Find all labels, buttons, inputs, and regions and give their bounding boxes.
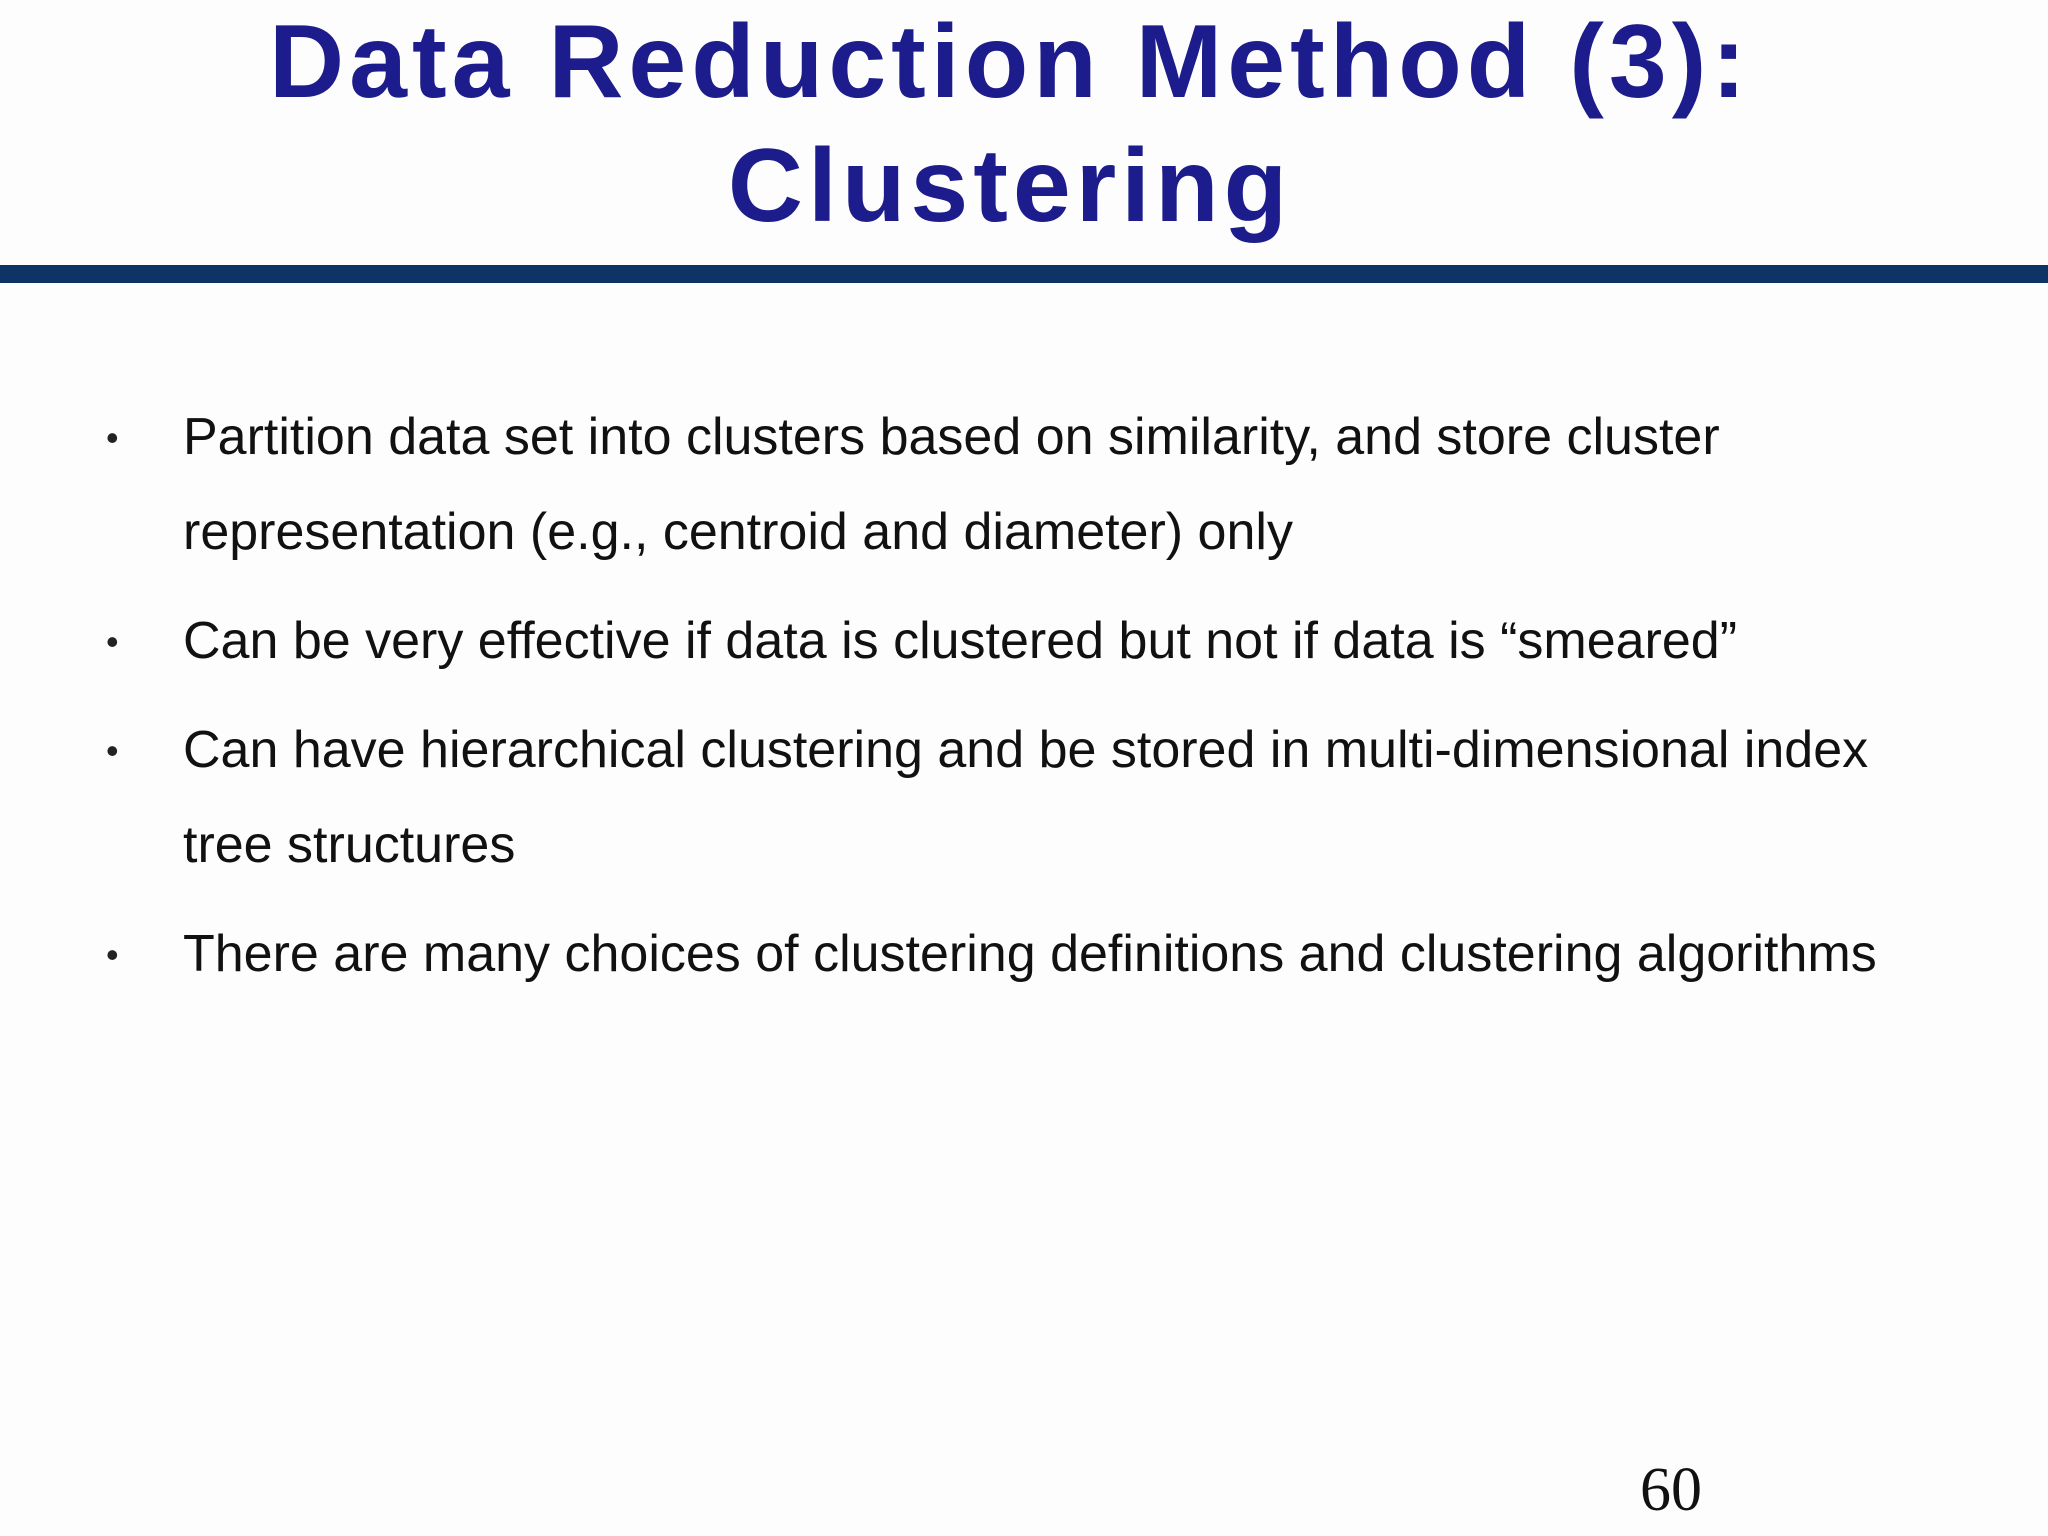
slide-title — [0, 0, 2020, 248]
bullet-item — [0, 594, 2048, 689]
bullet-icon: • — [106, 417, 119, 458]
slide-title-line-1: Data Reduction Method (3): — [269, 4, 1751, 120]
bullet-item — [0, 390, 2048, 580]
bullet-text: Can be very effective if data is clustered but not if data is “smeared” — [183, 612, 1738, 670]
bullet-text: Partition data set into clusters based on similarity, and store cluster representation (e.g., centroid and diameter) only — [183, 408, 1720, 561]
page-number: 60 — [1640, 1456, 1702, 1524]
title-divider — [0, 265, 2048, 283]
bullet-icon: • — [106, 730, 119, 771]
bullet-text: There are many choices of clustering definitions and clustering algorithms — [183, 925, 1877, 983]
bullet-list — [0, 390, 2048, 1016]
bullet-icon: • — [106, 934, 119, 975]
bullet-icon: • — [106, 621, 119, 662]
bullet-text: Can have hierarchical clustering and be stored in multi-dimensional index tree structures — [183, 721, 1869, 874]
bullet-item — [0, 703, 2048, 893]
slide-title-line-2: Clustering — [727, 128, 1293, 244]
bullet-item — [0, 907, 2048, 1002]
